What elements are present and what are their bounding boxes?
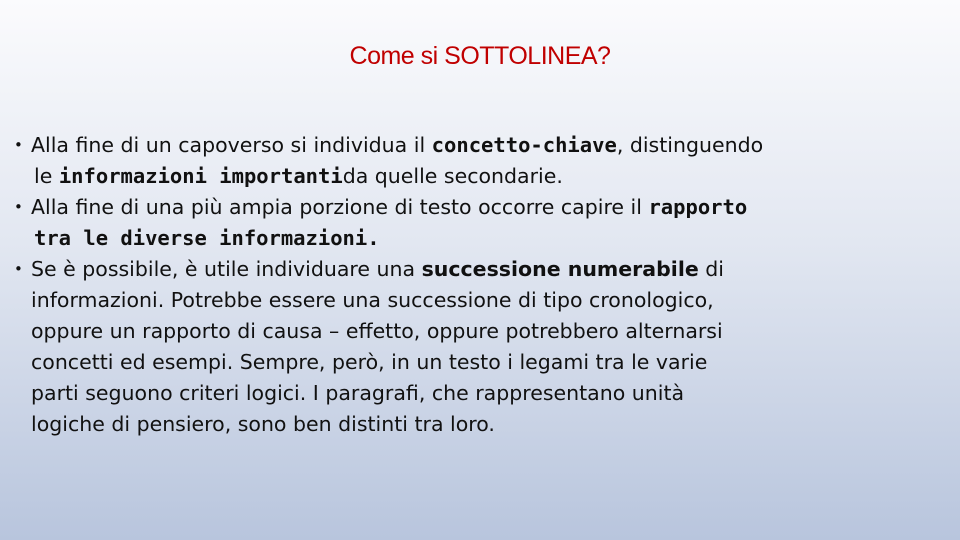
key-term: informazioni importanti	[58, 164, 343, 188]
bullet-item	[14, 130, 949, 192]
bullet-line	[31, 254, 949, 285]
key-term: rapporto	[648, 195, 748, 219]
bullet-list	[14, 130, 949, 440]
bullet-icon: •	[14, 260, 23, 278]
bullet-item	[14, 254, 949, 440]
text-run: , distinguendo	[616, 133, 764, 157]
text-run: .	[367, 226, 380, 250]
text-run: Alla fine di una più ampia porzione di testo occorre capire il	[31, 195, 649, 219]
bullet-line: oppure un rapporto di causa – effetto, oppure potrebbero alternarsi	[31, 319, 723, 343]
text-run: Alla fine di un capoverso si individua il	[31, 133, 432, 157]
bullet-line	[31, 130, 949, 161]
bullet-icon: •	[14, 136, 23, 154]
key-term: successione numerabile	[421, 257, 699, 281]
text-run: Se è possibile, è utile individuare una	[31, 257, 422, 281]
bullet-icon: •	[14, 198, 23, 216]
text-run: le	[34, 164, 59, 188]
bullet-item	[14, 192, 949, 254]
bullet-line	[31, 192, 949, 223]
bullet-line: informazioni. Potrebbe essere una successione di tipo cronologico,	[31, 288, 714, 312]
text-run: da quelle secondarie.	[342, 164, 563, 188]
text-run: di	[698, 257, 724, 281]
bullet-line	[31, 161, 949, 192]
key-term: tra le diverse informazioni	[34, 226, 368, 250]
bullet-line: parti seguono criteri logici. I paragrafi, che rappresentano unità	[31, 381, 685, 405]
bullet-line: logiche di pensiero, sono ben distinti tra loro.	[31, 412, 495, 436]
slide-title: Come si SOTTOLINEA?	[349, 42, 611, 70]
bullet-line	[31, 223, 949, 254]
key-term: concetto-chiave	[431, 133, 617, 157]
bullet-line: concetti ed esempi. Sempre, però, in un testo i legami tra le varie	[31, 350, 708, 374]
